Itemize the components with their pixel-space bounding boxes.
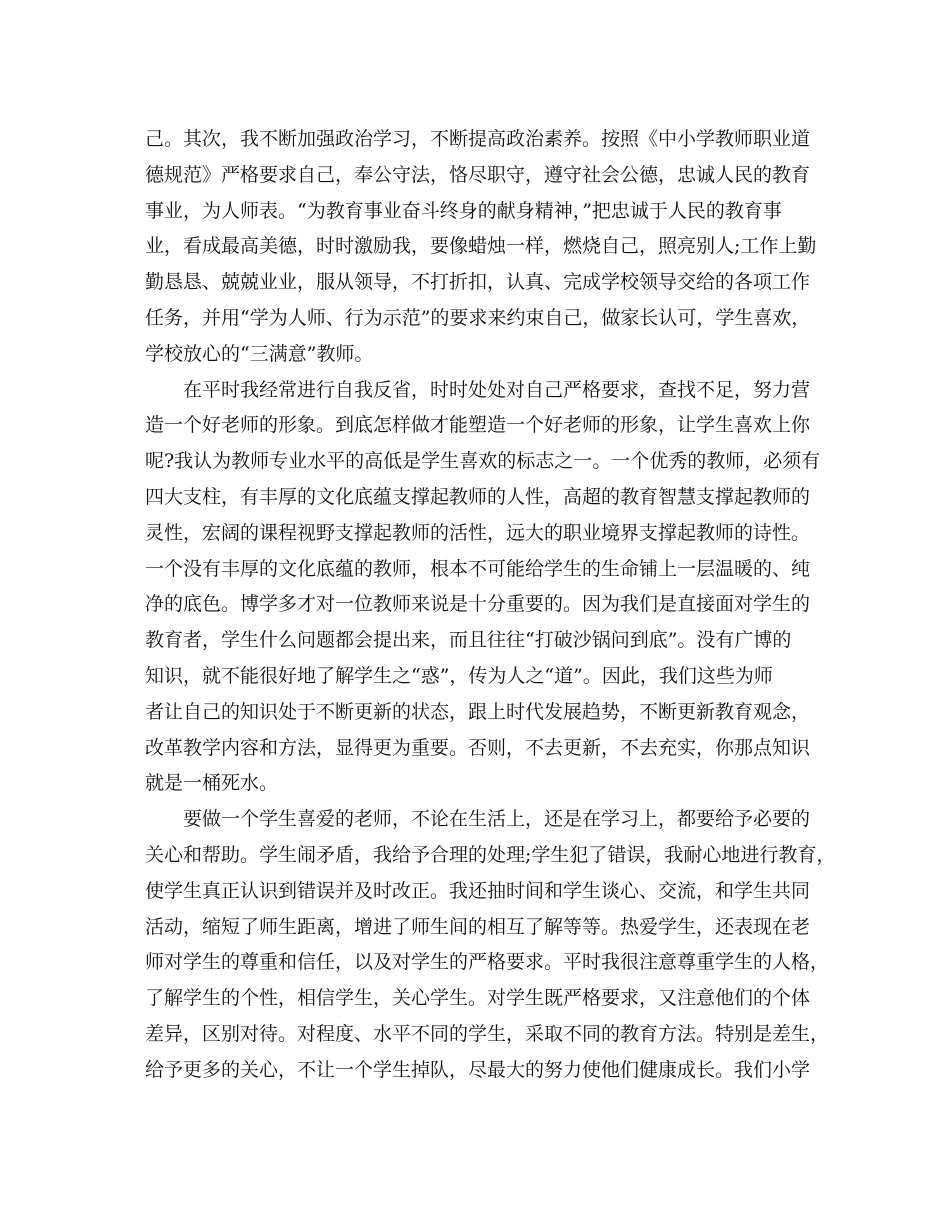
text-line: 德规范》严格要求自己，奉公守法，恪尽职守，遵守社会公德，忠诚人民的教育 [145, 163, 811, 186]
text-line: 给予更多的关心，不让一个学生掉队，尽最大的努力使他们健康成长。我们小学 [145, 1058, 811, 1081]
body-text [145, 122, 836, 1089]
text-line: 一个没有丰厚的文化底蕴的教师，根本不可能给学生的生命铺上一层温暖的、纯 [145, 557, 811, 580]
text-line: 任务，并用“学为人师、行为示范”的要求来约束自己，做家长认可，学生喜欢， [145, 306, 811, 329]
text-line: 差异，区别对待。对程度、水平不同的学生，采取不同的教育方法。特别是差生， [145, 1022, 830, 1045]
text-line: 要做一个学生喜爱的老师，不论在生活上，还是在学习上，都要给予必要的 [183, 808, 811, 831]
paragraph-3 [145, 802, 836, 1088]
text-line: 勤恳恳、兢兢业业，服从领导，不打折扣，认真、完成学校领导交给的各项工作 [145, 271, 811, 294]
text-line: 事业，为人师表。“为教育事业奋斗终身的献身精神，”把忠诚于人民的教育事 [145, 199, 782, 222]
text-line: 者让自己的知识处于不断更新的状态，跟上时代发展趋势，不断更新教育观念， [145, 700, 811, 723]
text-line: 学校放心的“三满意”教师。 [145, 342, 374, 365]
text-line: 改革教学内容和方法，显得更为重要。否则，不去更新，不去充实，你那点知识 [145, 736, 811, 759]
text-line: 关心和帮助。学生闹矛盾，我给予合理的处理;学生犯了错误，我耐心地进行教育， [145, 843, 836, 866]
text-line: 呢?我认为教师专业水平的高低是学生喜欢的标志之一。一个优秀的教师，必须有 [145, 450, 821, 473]
text-line: 就是一桶死水。 [145, 772, 279, 795]
text-line: 使学生真正认识到错误并及时改正。我还抽时间和学生谈心、交流，和学生共同 [145, 879, 811, 902]
text-line: 己。其次，我不断加强政治学习，不断提高政治素养。按照《中小学教师职业道 [145, 128, 811, 150]
paragraph-2 [145, 373, 821, 803]
text-line: 四大支柱，有丰厚的文化底蕴支撑起教师的人性，高超的教育智慧支撑起教师的 [145, 485, 811, 508]
text-line: 净的底色。博学多才对一位教师来说是十分重要的。因为我们是直接面对学生的 [145, 593, 811, 616]
text-line: 灵性，宏阔的课程视野支撑起教师的活性，远大的职业境界支撑起教师的诗性。 [145, 521, 811, 544]
text-line: 教育者，学生什么问题都会提出来，而且往往“打破沙锅问到底”。没有广博的 [145, 629, 792, 652]
text-line: 了解学生的个性，相信学生，关心学生。对学生既严格要求，又注意他们的个体 [145, 987, 811, 1010]
text-line: 知识，就不能很好地了解学生之“惑”，传为人之“道”。因此，我们这些为师 [145, 664, 773, 687]
text-line: 师对学生的尊重和信任，以及对学生的严格要求。平时我很注意尊重学生的人格， [145, 951, 830, 974]
text-line: 活动，缩短了师生距离，增进了师生间的相互了解等等。热爱学生，还表现在老 [145, 915, 811, 938]
paragraph-1 [145, 122, 817, 373]
text-line: 业，看成最高美德，时时激励我，要像蜡烛一样，燃烧自己，照亮别人;工作上勤 [145, 235, 817, 258]
text-line: 造一个好老师的形象。到底怎样做才能塑造一个好老师的形象，让学生喜欢上你 [145, 414, 811, 437]
text-line: 在平时我经常进行自我反省，时时处处对自己严格要求，查找不足，努力营 [183, 378, 811, 401]
